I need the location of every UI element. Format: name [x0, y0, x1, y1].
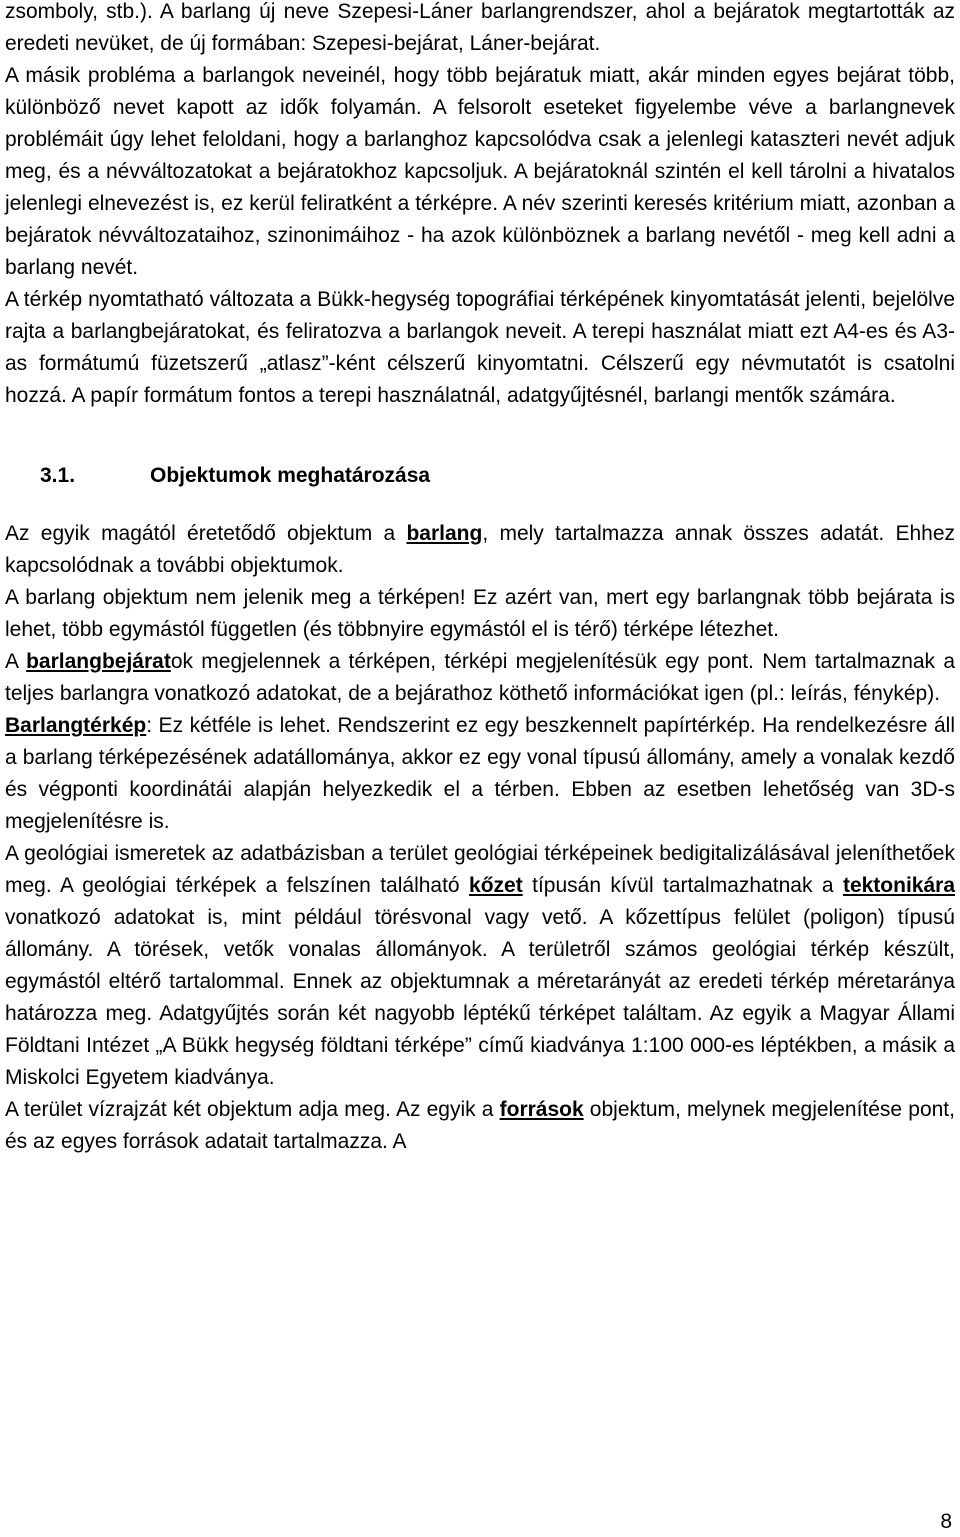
- paragraph-hydrology: [5, 1094, 955, 1158]
- text-run: A geológiai ismeretek az adatbázisban a terület geológiai térképeinek bedigitalizálásával jeleníthetőek meg. A geológiai térképek a felszínen található: [5, 842, 955, 897]
- paragraph-entrances: [5, 646, 955, 710]
- text-run: : Ez kétféle is lehet. Rendszerint ez egy beszkennelt papírtérkép. Ha rendelkezésre áll a barlang térképezésének adatállománya, akkor ez egy vonal típusú állomány, amely a vonalak kezdő és végponti koordinátái alapján helyezkedik el a térben. Ebben az esetben lehetőség van 3D-s megjelenítésre is.: [5, 714, 955, 833]
- term-tektonikara: tektonikára: [842, 874, 955, 897]
- text-run: típusán kívül tartalmazhatnak a: [522, 874, 843, 897]
- section-title: Objektumok meghatározása: [150, 464, 431, 487]
- section-heading: [5, 460, 955, 492]
- paragraph-intro: zsomboly, stb.). A barlang új neve Szepesi-Láner barlangrendszer, ahol a bejáratok megtartották az eredeti nevüket, de új formában: Szepesi-bejárat, Láner-bejárat.: [5, 0, 955, 55]
- text-run: Az egyik magától éretetődő objektum a: [5, 522, 407, 545]
- paragraph-not-on-map: A barlang objektum nem jelenik meg a térképen! Ez azért van, mert egy barlangnak több bejárata is lehet, több egymástól független (és többnyire egymástól el is térő) térképe létezhet.: [5, 586, 955, 641]
- term-barlang: barlang: [406, 522, 483, 545]
- document-page: [5, 0, 955, 1158]
- paragraph-geology: [5, 838, 955, 1094]
- text-run: ok megjelennek a térképen, térképi megjelenítésük egy pont. Nem tartalmaznak a teljes barlangra vonatkozó adatokat, de a bejárathoz köthető információkat igen (pl.: leírás, fénykép).: [5, 650, 955, 705]
- term-barlangbejarat: barlangbejárat: [26, 650, 171, 673]
- paragraph-cave-object: [5, 518, 955, 582]
- text-run: vonatkozó adatokat is, mint például törésvonal vagy vető. A kőzettípus felület (poligon) típusú állomány. A törések, vetők vonalas állományok. A területről számos geológiai térkép készült, egymástól eltérő tartalommal. Ennek az objektumnak a méretarányát az eredeti térkép méretaránya határozza meg. Adatgyűjtés során két nagyobb léptékű térképet találtam. Az egyik a Magyar Állami Földtani Intézet „A Bükk hegység földtani térképe” című kiadványa 1:100 000-es léptékben, a másik a Miskolci Egyetem kiadványa.: [5, 906, 955, 1089]
- page-number: 8: [940, 1510, 952, 1533]
- paragraph-printable-map: A térkép nyomtatható változata a Bükk-hegység topográfiai térképének kinyomtatását jelenti, bejelölve rajta a barlangbejáratokat, és feliratozva a barlangok neveit. A terepi használat miatt ezt A4-es és A3-as formátumú füzetszerű „atlasz”-ként célszerű kinyomtatni. Célszerű egy névmutatót is csatolni hozzá. A papír formátum fontos a terepi használatnál, adatgyűjtésnél, barlangi mentők számára.: [5, 288, 955, 407]
- paragraph-cave-map: [5, 710, 955, 838]
- text-run: objektum, melynek megjelenítése pont, és az egyes források adatait tartalmazza. A: [5, 1098, 955, 1153]
- paragraph-naming-problem: A másik probléma a barlangok neveinél, hogy több bejáratuk miatt, akár minden egyes bejárat több, különböző nevet kapott az idők folyamán. A felsorolt eseteket figyelembe véve a barlangnevek problémáit úgy lehet feloldani, hogy a barlanghoz kapcsolódva csak a jelenlegi kataszteri nevét adjuk meg, és a névváltozatokat a bejáratokhoz kapcsoljuk. A bejáratoknál szintén el kell tárolni a hivatalos jelenlegi elnevezést is, ez kerül feliratként a térképre. A név szerinti keresés kritérium miatt, azonban a bejáratok névváltozataihoz, szinonimáihoz - ha azok különböznek a barlang nevétől - meg kell adni a barlang nevét.: [5, 64, 955, 279]
- text-run: A: [5, 650, 27, 673]
- term-forrasok: források: [499, 1098, 584, 1121]
- term-kozet: kőzet: [469, 874, 523, 897]
- term-barlangterkep: Barlangtérkép: [5, 714, 147, 737]
- section-number: 3.1.: [40, 464, 76, 487]
- text-run: , mely tartalmazza annak összes adatát. Ehhez kapcsolódnak a további objektumok.: [5, 522, 956, 577]
- text-run: A terület vízrajzát két objektum adja meg. Az egyik a: [5, 1098, 500, 1121]
